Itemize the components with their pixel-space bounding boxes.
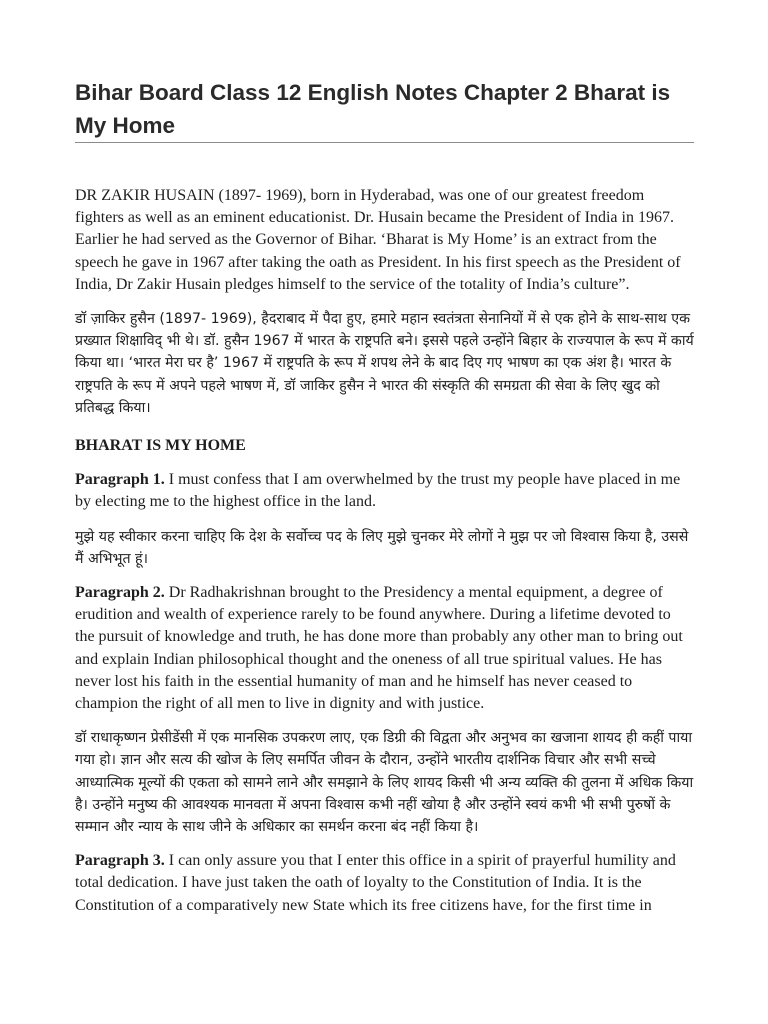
paragraph-3-text: I can only assure you that I enter this office in a spirit of prayerful humility and total dedication. I have just taken the oath of loyalty to the Constitution of India. It is the Constitution of a comparatively new State which its free citizens have, for the first time in — [75, 852, 676, 914]
paragraph-2-label: Paragraph 2. — [75, 584, 165, 602]
title-underline — [75, 142, 694, 143]
paragraph-1-english — [75, 469, 694, 513]
paragraph-2-text: Dr Radhakrishnan brought to the Presidency a mental equipment, a degree of erudition and wealth of experience rarely to be found anywhere. During a lifetime devoted to the pursuit of knowledge and truth, he has done more than probably any other man to bring out and explain Indian philosophical thought and the oneness of all true spiritual values. He has never lost his faith in the essential humanity of man and he himself has never ceased to champion the right of all men to live in dignity and with justice. — [75, 584, 683, 713]
paragraph-1-text: I must confess that I am overwhelmed by the trust my people have placed in me by electing me to the highest office in the land. — [75, 471, 681, 511]
paragraph-2-hindi: डॉ राधाकृष्णन प्रेसीडेंसी में एक मानसिक उपकरण लाए, एक डिग्री की विद्वता और अनुभव का खजाना शायद ही कहीं पाया गया हो। ज्ञान और सत्य की खोज के लिए समर्पित जीवन के दौरान, उन्होंने भारतीय दार्शनिक विचार और सभी सच्चे आध्यात्मिक मूल्यों की एकता को सामने लाने और समझाने के लिए शायद किसी भी अन्य व्यक्ति की तुलना में अधिक किया है। उन्होंने मनुष्य की आवश्यक मानवता में अपना विश्वास कभी नहीं खोया है और उन्होंने स्वयं कभी भी सभी पुरुषों के सम्मान और न्याय के साथ जीने के अधिकार का समर्थन करना बंद नहीं किया है। — [75, 730, 694, 836]
paragraph-3-label: Paragraph 3. — [75, 852, 165, 870]
intro-english: DR ZAKIR HUSAIN (1897- 1969), born in Hyderabad, was one of our greatest freedom fighters as well as an eminent educationist. Dr. Husain became the President of India in 1967. Earlier he had served as the Governor of Bihar. ‘Bharat is My Home’ is an extract from the speech he gave in 1967 after taking the oath as President. In his first speech as the President of India, Dr Zakir Husain pledges himself to the service of the totality of India’s culture”. — [75, 187, 681, 293]
paragraph-3-english — [75, 850, 694, 917]
article-body — [75, 185, 694, 917]
paragraph-2-english — [75, 582, 694, 715]
section-heading: BHARAT IS MY HOME — [75, 437, 246, 455]
paragraph-1-label: Paragraph 1. — [75, 471, 165, 489]
paragraph-1-hindi: मुझे यह स्वीकार करना चाहिए कि देश के सर्वोच्च पद के लिए मुझे चुनकर मेरे लोगों ने मुझ पर जो विश्वास किया है, उससे मैं अभिभूत हूं। — [75, 528, 689, 567]
page-title: Bihar Board Class 12 English Notes Chapter 2 Bharat is My Home — [75, 80, 671, 138]
intro-hindi: डॉ ज़ाकिर हुसैन (1897- 1969), हैदराबाद में पैदा हुए, हमारे महान स्वतंत्रता सेनानियों में से एक होने के साथ-साथ एक प्रख्यात शिक्षाविद् भी थे। डॉ. हुसैन 1967 में भारत के राष्ट्रपति बने। इससे पहले उन्होंने बिहार के राज्यपाल के रूप में कार्य किया था। ‘भारत मेरा घर है’ 1967 में राष्ट्रपति के रूप में शपथ लेने के बाद दिए गए भाषण का एक अंश है। भारत के राष्ट्रपति के रूप में अपने पहले भाषण में, डॉ जाकिर हुसैन ने भारत की संस्कृति की समग्रता की सेवा के लिए खुद को प्रतिबद्ध किया। — [75, 311, 694, 416]
